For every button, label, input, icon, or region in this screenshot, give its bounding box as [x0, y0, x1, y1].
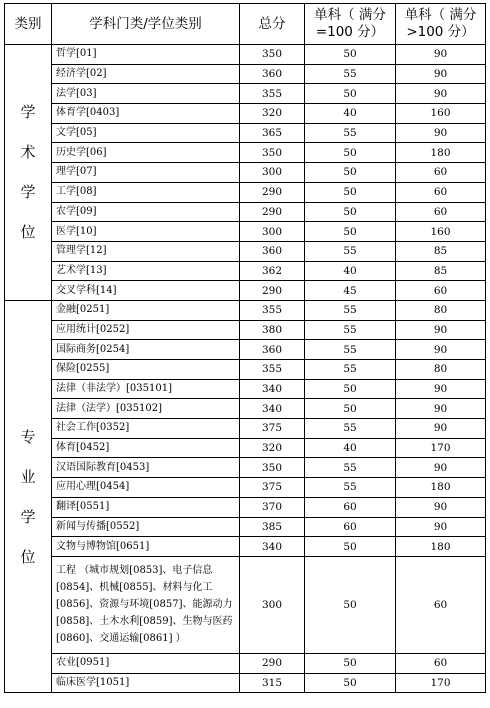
header-row [5, 4, 486, 45]
table-row [5, 458, 486, 478]
single-gt100-cell: 60 [396, 281, 486, 301]
subject-cell: 应用心理[0454] [52, 478, 240, 498]
single-le100-cell: 45 [305, 281, 396, 301]
single-le100-cell: 50 [305, 202, 396, 222]
single-gt100-cell: 90 [396, 64, 486, 84]
subject-cell: 医学[10] [52, 222, 240, 242]
subject-cell: 保险[0255] [52, 360, 240, 380]
total-score-cell: 320 [240, 438, 305, 458]
total-score-cell: 375 [240, 478, 305, 498]
single-le100-cell: 40 [305, 261, 396, 281]
table-row [5, 517, 486, 537]
single-le100-cell: 50 [305, 556, 396, 653]
table-body [5, 45, 486, 693]
total-score-cell: 385 [240, 517, 305, 537]
single-gt100-cell: 90 [396, 320, 486, 340]
subject-cell: 工程 （城市规划[0853]、电子信息[0854]、机械[0855]、材料与化工[0856]、资源与环境[0857]、能源动力[0858]、土木水利[0859]、生物与医药[0860]、交通运输[0861] ） [52, 556, 240, 653]
table-row [5, 281, 486, 301]
total-score-cell: 290 [240, 182, 305, 202]
total-score-cell: 350 [240, 458, 305, 478]
single-gt100-cell: 90 [396, 517, 486, 537]
header-subject: 学科门类/学位类别 [52, 4, 240, 45]
single-gt100-cell: 85 [396, 241, 486, 261]
score-table [4, 3, 486, 693]
table-row [5, 182, 486, 202]
header-single-gt100: 单科（ 满分>100 分） [396, 4, 486, 45]
category-cell [5, 45, 52, 301]
subject-cell: 交叉学科[14] [52, 281, 240, 301]
subject-cell: 金融[0251] [52, 300, 240, 320]
subject-cell: 艺术学[13] [52, 261, 240, 281]
single-gt100-cell: 90 [396, 84, 486, 104]
table-row [5, 202, 486, 222]
single-le100-cell: 50 [305, 673, 396, 693]
table-row [5, 478, 486, 498]
subject-cell: 体育[0452] [52, 438, 240, 458]
table-row [5, 653, 486, 673]
subject-cell: 法学[03] [52, 84, 240, 104]
category-char: 学 [20, 507, 36, 526]
single-le100-cell: 55 [305, 123, 396, 143]
total-score-cell: 355 [240, 300, 305, 320]
single-gt100-cell: 85 [396, 261, 486, 281]
total-score-cell: 300 [240, 556, 305, 653]
subject-cell: 经济学[02] [52, 64, 240, 84]
total-score-cell: 362 [240, 261, 305, 281]
total-score-cell: 350 [240, 45, 305, 65]
total-score-cell: 300 [240, 222, 305, 242]
category-char: 学 [20, 103, 36, 122]
subject-cell: 工学[08] [52, 182, 240, 202]
total-score-cell: 290 [240, 202, 305, 222]
total-score-cell: 355 [240, 84, 305, 104]
total-score-cell: 350 [240, 143, 305, 163]
single-gt100-cell: 180 [396, 537, 486, 557]
header-single-le100: 单科（ 满分=100 分） [305, 4, 396, 45]
category-char: 业 [20, 467, 36, 486]
single-le100-cell: 55 [305, 458, 396, 478]
table-row [5, 163, 486, 183]
single-gt100-cell: 90 [396, 379, 486, 399]
single-le100-cell: 55 [305, 419, 396, 439]
header-category: 类别 [5, 4, 52, 45]
single-le100-cell: 50 [305, 45, 396, 65]
single-gt100-cell: 80 [396, 360, 486, 380]
total-score-cell: 300 [240, 163, 305, 183]
total-score-cell: 360 [240, 64, 305, 84]
table-row [5, 673, 486, 693]
table-row [5, 399, 486, 419]
subject-cell: 汉语国际教育[0453] [52, 458, 240, 478]
table-row [5, 556, 486, 653]
single-le100-cell: 50 [305, 653, 396, 673]
total-score-cell: 360 [240, 340, 305, 360]
single-gt100-cell: 60 [396, 182, 486, 202]
single-le100-cell: 40 [305, 104, 396, 124]
header-total: 总分 [240, 4, 305, 45]
category-char: 专 [20, 427, 36, 446]
table-row [5, 360, 486, 380]
single-gt100-cell: 60 [396, 556, 486, 653]
subject-cell: 文学[05] [52, 123, 240, 143]
single-le100-cell: 55 [305, 360, 396, 380]
total-score-cell: 340 [240, 379, 305, 399]
category-char: 术 [20, 143, 36, 162]
single-gt100-cell: 180 [396, 478, 486, 498]
table-row [5, 537, 486, 557]
single-le100-cell: 50 [305, 84, 396, 104]
total-score-cell: 360 [240, 241, 305, 261]
subject-cell: 历史学[06] [52, 143, 240, 163]
single-le100-cell: 55 [305, 320, 396, 340]
category-char: 学 [20, 183, 36, 202]
subject-cell: 体育学[0403] [52, 104, 240, 124]
single-gt100-cell: 170 [396, 673, 486, 693]
total-score-cell: 375 [240, 419, 305, 439]
subject-cell: 应用统计[0252] [52, 320, 240, 340]
table-row [5, 64, 486, 84]
subject-cell: 翻译[0551] [52, 497, 240, 517]
subject-cell: 农学[09] [52, 202, 240, 222]
table-row [5, 300, 486, 320]
single-le100-cell: 50 [305, 379, 396, 399]
total-score-cell: 320 [240, 104, 305, 124]
single-gt100-cell: 90 [396, 340, 486, 360]
category-char: 位 [20, 223, 36, 242]
subject-cell: 哲学[01] [52, 45, 240, 65]
single-le100-cell: 55 [305, 64, 396, 84]
single-le100-cell: 50 [305, 537, 396, 557]
single-le100-cell: 50 [305, 163, 396, 183]
table-row [5, 497, 486, 517]
total-score-cell: 365 [240, 123, 305, 143]
single-gt100-cell: 160 [396, 222, 486, 242]
single-gt100-cell: 160 [396, 104, 486, 124]
single-le100-cell: 60 [305, 517, 396, 537]
subject-cell: 社会工作[0352] [52, 419, 240, 439]
table-row [5, 104, 486, 124]
subject-cell: 管理学[12] [52, 241, 240, 261]
single-le100-cell: 60 [305, 497, 396, 517]
total-score-cell: 340 [240, 537, 305, 557]
single-gt100-cell: 80 [396, 300, 486, 320]
subject-cell: 临床医学[1051] [52, 673, 240, 693]
table-row [5, 241, 486, 261]
subject-cell: 法律（非法学）[035101] [52, 379, 240, 399]
single-le100-cell: 50 [305, 143, 396, 163]
single-le100-cell: 55 [305, 340, 396, 360]
total-score-cell: 380 [240, 320, 305, 340]
table-row [5, 143, 486, 163]
subject-cell: 法律（法学）[035102] [52, 399, 240, 419]
total-score-cell: 340 [240, 399, 305, 419]
single-gt100-cell: 180 [396, 143, 486, 163]
single-le100-cell: 50 [305, 182, 396, 202]
total-score-cell: 290 [240, 653, 305, 673]
single-le100-cell: 50 [305, 222, 396, 242]
single-le100-cell: 55 [305, 478, 396, 498]
single-le100-cell: 55 [305, 241, 396, 261]
table-row [5, 45, 486, 65]
single-gt100-cell: 60 [396, 202, 486, 222]
table-row [5, 379, 486, 399]
category-cell [5, 300, 52, 692]
subject-cell: 新闻与传播[0552] [52, 517, 240, 537]
single-gt100-cell: 60 [396, 163, 486, 183]
subject-cell: 文物与博物馆[0651] [52, 537, 240, 557]
single-gt100-cell: 90 [396, 497, 486, 517]
single-gt100-cell: 90 [396, 419, 486, 439]
table-row [5, 84, 486, 104]
single-gt100-cell: 90 [396, 123, 486, 143]
single-gt100-cell: 170 [396, 438, 486, 458]
total-score-cell: 315 [240, 673, 305, 693]
total-score-cell: 290 [240, 281, 305, 301]
table-row [5, 340, 486, 360]
category-char: 位 [20, 547, 36, 566]
table-row [5, 222, 486, 242]
subject-cell: 国际商务[0254] [52, 340, 240, 360]
total-score-cell: 355 [240, 360, 305, 380]
table-row [5, 320, 486, 340]
subject-cell: 理学[07] [52, 163, 240, 183]
table-row [5, 123, 486, 143]
single-gt100-cell: 90 [396, 458, 486, 478]
single-gt100-cell: 90 [396, 45, 486, 65]
subject-cell: 农业[0951] [52, 653, 240, 673]
single-le100-cell: 55 [305, 300, 396, 320]
table-row [5, 438, 486, 458]
single-gt100-cell: 60 [396, 653, 486, 673]
single-gt100-cell: 90 [396, 399, 486, 419]
single-le100-cell: 40 [305, 438, 396, 458]
table-row [5, 261, 486, 281]
table-row [5, 419, 486, 439]
total-score-cell: 370 [240, 497, 305, 517]
single-le100-cell: 50 [305, 399, 396, 419]
